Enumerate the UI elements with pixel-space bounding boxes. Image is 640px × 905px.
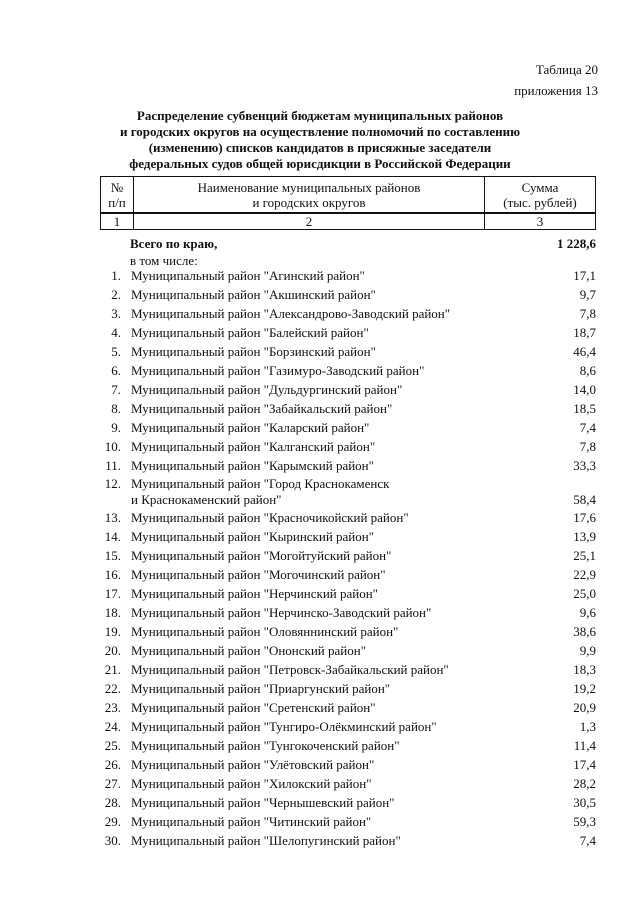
row-number: 30. xyxy=(104,832,121,848)
column-number-1: 1 xyxy=(101,213,134,230)
table-header xyxy=(100,176,596,230)
document-title xyxy=(60,108,580,172)
row-number: 2. xyxy=(111,286,121,302)
district-name: Муниципальный район "Могочинский район" xyxy=(131,567,386,583)
district-amount: 8,6 xyxy=(579,362,596,378)
column-number-2: 2 xyxy=(134,213,485,230)
district-name: Муниципальный район "Красночикойский район" xyxy=(131,510,409,526)
row-number: 11. xyxy=(105,457,121,473)
row-number: 20. xyxy=(104,643,121,659)
district-amount: 7,4 xyxy=(579,419,596,435)
district-name: Муниципальный район "Город Краснокаменск xyxy=(131,476,390,492)
district-name: Муниципальный район "Приаргунский район" xyxy=(131,680,391,696)
district-amount: 30,5 xyxy=(573,794,596,810)
district-name: Муниципальный район "Балейский район" xyxy=(131,324,369,340)
district-amount: 1,3 xyxy=(579,718,596,734)
district-name: Муниципальный район "Нерчинский район" xyxy=(131,586,378,602)
row-number: 10. xyxy=(104,438,121,454)
district-amount: 58,4 xyxy=(573,492,596,508)
title-line-3: (изменению) списков кандидатов в присяжные заседатели xyxy=(148,140,492,155)
district-amount: 14,0 xyxy=(573,381,596,397)
header-amount-column xyxy=(485,177,596,214)
row-number: 7. xyxy=(111,381,121,397)
row-number: 28. xyxy=(104,794,121,810)
district-amount: 7,8 xyxy=(579,438,596,454)
district-name: Муниципальный район "Оловяннинский район" xyxy=(131,624,399,640)
row-number: 9. xyxy=(111,419,121,435)
row-number: 3. xyxy=(111,305,121,321)
row-number: 23. xyxy=(104,699,121,715)
table-row xyxy=(0,548,640,564)
district-name: Муниципальный район "Забайкальский район" xyxy=(131,400,393,416)
district-name: Муниципальный район "Кыринский район" xyxy=(131,529,375,545)
district-amount: 18,5 xyxy=(573,400,596,416)
table-row xyxy=(0,306,640,322)
row-number: 14. xyxy=(104,529,121,545)
table-row xyxy=(0,439,640,455)
table-row xyxy=(0,401,640,417)
title-line-1: Распределение субвенций бюджетам муниципальных районов xyxy=(136,108,504,123)
district-amount: 59,3 xyxy=(573,813,596,829)
district-amount: 9,6 xyxy=(579,605,596,621)
table-row xyxy=(0,268,640,284)
table-row xyxy=(0,420,640,436)
table-row xyxy=(0,719,640,735)
district-name: Муниципальный район "Каларский район" xyxy=(131,419,370,435)
district-name: Муниципальный район "Чернышевский район" xyxy=(131,794,395,810)
row-number: 6. xyxy=(111,362,121,378)
table-row xyxy=(0,624,640,640)
table-row xyxy=(0,344,640,360)
row-number: 16. xyxy=(104,567,121,583)
row-number: 15. xyxy=(104,548,121,564)
header-name-column xyxy=(134,177,485,214)
header-amount-line-1: Сумма xyxy=(521,179,559,195)
district-name: Муниципальный район "Сретенский район" xyxy=(131,699,376,715)
district-name: Муниципальный район "Шелопугинский район" xyxy=(131,832,401,848)
district-amount: 7,4 xyxy=(579,832,596,848)
table-row xyxy=(0,833,640,849)
header-name-line-1: Наименование муниципальных районов xyxy=(197,179,421,195)
table-row xyxy=(0,776,640,792)
district-amount: 28,2 xyxy=(573,775,596,791)
district-name: Муниципальный район "Агинский район" xyxy=(131,268,365,283)
district-name: Муниципальный район "Борзинский район" xyxy=(131,343,376,359)
district-amount: 17,1 xyxy=(573,268,596,283)
row-number: 27. xyxy=(104,775,121,791)
header-number-abbr: п/п xyxy=(108,194,126,210)
district-amount: 17,4 xyxy=(573,756,596,772)
table-row xyxy=(0,814,640,830)
district-name: Муниципальный район "Акшинский район" xyxy=(131,286,376,302)
row-number: 19. xyxy=(104,624,121,640)
district-name: Муниципальный район "Нерчинско-Заводский район" xyxy=(131,605,432,621)
total-label: Всего по краю, xyxy=(130,236,218,251)
row-number: 29. xyxy=(104,813,121,829)
including-label: в том числе: xyxy=(130,253,198,268)
district-amount: 9,7 xyxy=(579,286,596,302)
district-amount: 11,4 xyxy=(573,737,596,753)
district-amount: 9,9 xyxy=(579,643,596,659)
district-name: Муниципальный район "Александрово-Заводский район" xyxy=(131,305,451,321)
table-row xyxy=(0,605,640,621)
table-row xyxy=(0,458,640,474)
district-name: Муниципальный район "Калганский район" xyxy=(131,438,376,454)
table-row xyxy=(0,529,640,545)
appendix-label: приложения 13 xyxy=(514,83,598,98)
row-number: 18. xyxy=(104,605,121,621)
row-number: 22. xyxy=(104,680,121,696)
district-amount: 38,6 xyxy=(573,624,596,640)
district-name: Муниципальный район "Читинский район" xyxy=(131,813,372,829)
table-row xyxy=(0,586,640,602)
district-name-continuation: и Краснокаменский район" xyxy=(131,492,282,508)
title-line-2: и городских округов на осуществление полномочий по составлению xyxy=(119,124,521,139)
district-amount: 20,9 xyxy=(573,699,596,715)
row-number: 25. xyxy=(104,737,121,753)
row-number: 8. xyxy=(111,400,121,416)
title-line-4: федеральных судов общей юрисдикции в Российской Федерации xyxy=(129,156,511,171)
table-row xyxy=(0,382,640,398)
district-name: Муниципальный район "Петровск-Забайкальский район" xyxy=(131,662,449,677)
district-amount: 7,8 xyxy=(579,305,596,321)
table-row xyxy=(0,363,640,379)
total-value: 1 228,6 xyxy=(557,236,596,251)
row-number: 24. xyxy=(104,718,121,734)
table-row xyxy=(0,738,640,754)
district-name: Муниципальный район "Улётовский район" xyxy=(131,756,375,772)
table-row xyxy=(0,795,640,811)
row-number: 5. xyxy=(111,343,121,359)
district-amount: 13,9 xyxy=(573,529,596,545)
table-row xyxy=(0,510,640,526)
table-row xyxy=(0,567,640,583)
row-number: 12. xyxy=(104,476,121,492)
district-name: Муниципальный район "Тунгиро-Олёкминский район" xyxy=(131,718,437,734)
table-row xyxy=(0,681,640,697)
table-number-label: Таблица 20 xyxy=(535,62,598,77)
row-number: 4. xyxy=(111,324,121,340)
row-number: 21. xyxy=(104,662,121,677)
header-amount-line-2: (тыс. рублей) xyxy=(503,194,577,210)
district-amount: 18,3 xyxy=(573,662,596,677)
table-row xyxy=(0,662,640,678)
table-row xyxy=(0,757,640,773)
district-amount: 18,7 xyxy=(573,324,596,340)
row-number: 26. xyxy=(104,756,121,772)
district-amount: 25,0 xyxy=(573,586,596,602)
header-number-column xyxy=(101,177,134,214)
district-amount: 33,3 xyxy=(573,457,596,473)
district-amount: 25,1 xyxy=(573,548,596,564)
table-row xyxy=(0,476,640,508)
district-name: Муниципальный район "Тунгокоченский район" xyxy=(131,737,400,753)
header-number-sign: № xyxy=(110,179,124,195)
district-name: Муниципальный район "Хилокский район" xyxy=(131,775,372,791)
district-amount: 46,4 xyxy=(573,343,596,359)
table-row xyxy=(0,325,640,341)
row-number: 17. xyxy=(104,586,121,602)
table-row xyxy=(0,700,640,716)
district-name: Муниципальный район "Карымский район" xyxy=(131,457,374,473)
district-amount: 17,6 xyxy=(573,510,596,526)
table-row xyxy=(0,287,640,303)
district-name: Муниципальный район "Газимуро-Заводский район" xyxy=(131,362,425,378)
district-amount: 22,9 xyxy=(573,567,596,583)
district-name: Муниципальный район "Могойтуйский район" xyxy=(131,548,392,564)
district-name: Муниципальный район "Ононский район" xyxy=(131,643,367,659)
row-number: 13. xyxy=(104,510,121,526)
row-number: 1. xyxy=(111,268,121,283)
header-name-line-2: и городских округов xyxy=(252,194,366,210)
district-amount: 19,2 xyxy=(573,680,596,696)
table-row xyxy=(0,643,640,659)
district-name: Муниципальный район "Дульдургинский район" xyxy=(131,381,403,397)
column-number-3: 3 xyxy=(485,213,596,230)
